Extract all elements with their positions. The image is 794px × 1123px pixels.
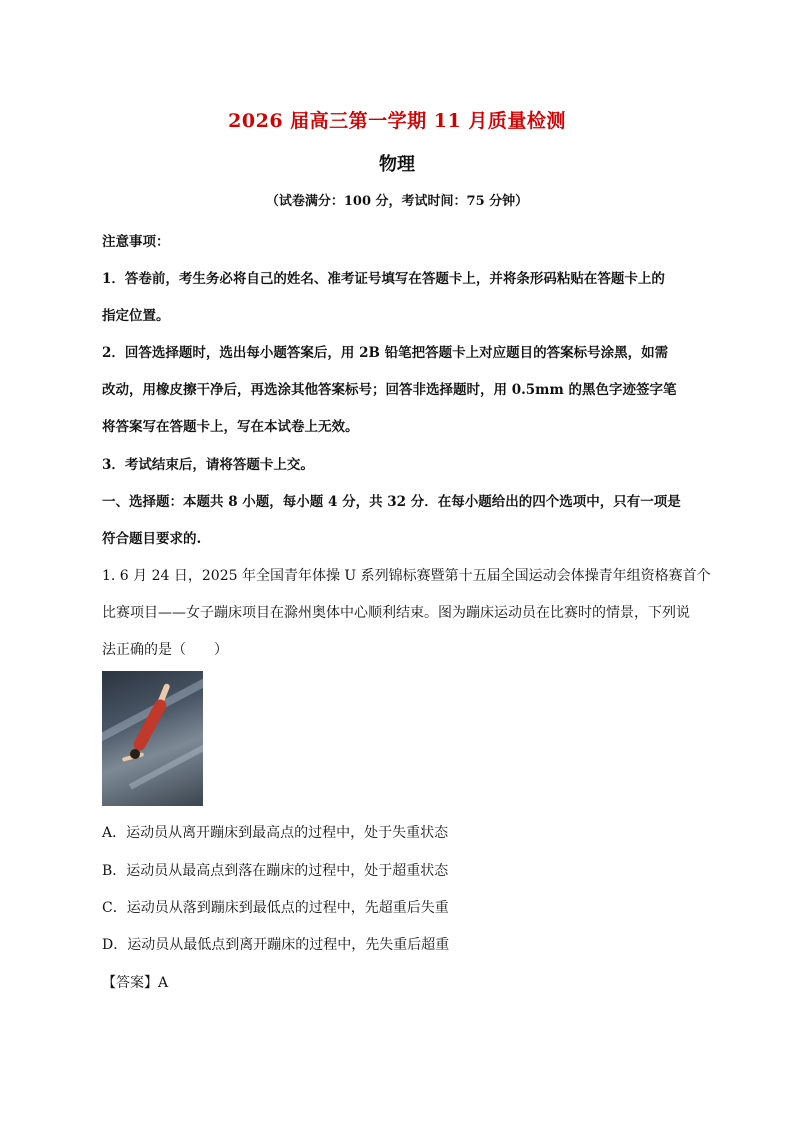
notes-line: 将答案写在答题卡上，写在本试卷上无效。 [102,419,359,435]
section-heading: 符合题目要求的. [102,531,202,547]
option-c: C．运动员从落到蹦床到最低点的过程中，先超重后失重 [102,900,449,916]
option-b: B．运动员从最高点到落在蹦床的过程中，处于超重状态 [102,863,449,879]
section-heading: 一、选择题：本题共 8 小题，每小题 4 分，共 32 分．在每小题给出的四个选项中，只有一项是 [102,494,681,510]
question-stem: 比赛项目——女子蹦床项目在滁州奥体中心顺利结束。图为蹦床运动员在比赛时的情景，下列说 [102,605,690,621]
notes-line: 改动，用橡皮擦干净后，再选涂其他答案标号；回答非选择题时，用 0.5mm 的黑色字迹签字笔 [102,382,677,398]
option-a: A．运动员从离开蹦床到最高点的过程中，处于失重状态 [102,825,449,841]
notes-line: 3．考试结束后，请将答题卡上交。 [102,457,314,473]
option-d: D．运动员从最低点到离开蹦床的过程中，先失重后超重 [102,937,450,953]
exam-title: 2026 届高三第一学期 11 月质量检测 [228,110,566,132]
question-stem: 1. 6 月 24 日，2025 年全国青年体操 U 系列锦标赛暨第十五届全国运动会体操青年组资格赛首个 [102,568,711,584]
notes-heading: 注意事项： [102,234,170,250]
exam-info: （试卷满分：100 分，考试时间：75 分钟） [265,194,529,209]
answer-label: 【答案】A [102,975,169,991]
notes-line: 指定位置。 [102,308,170,324]
notes-line: 1．答卷前，考生务必将自己的姓名、准考证号填写在答题卡上，并将条形码粘贴在答题卡上的 [102,271,665,287]
notes-line: 2．回答选择题时，选出每小题答案后，用 2B 铅笔把答题卡上对应题目的答案标号涂黑，如需 [102,345,669,361]
trampoline-photo [102,671,203,806]
question-stem: 法正确的是（ ） [102,642,228,658]
subject-title: 物理 [379,154,415,175]
